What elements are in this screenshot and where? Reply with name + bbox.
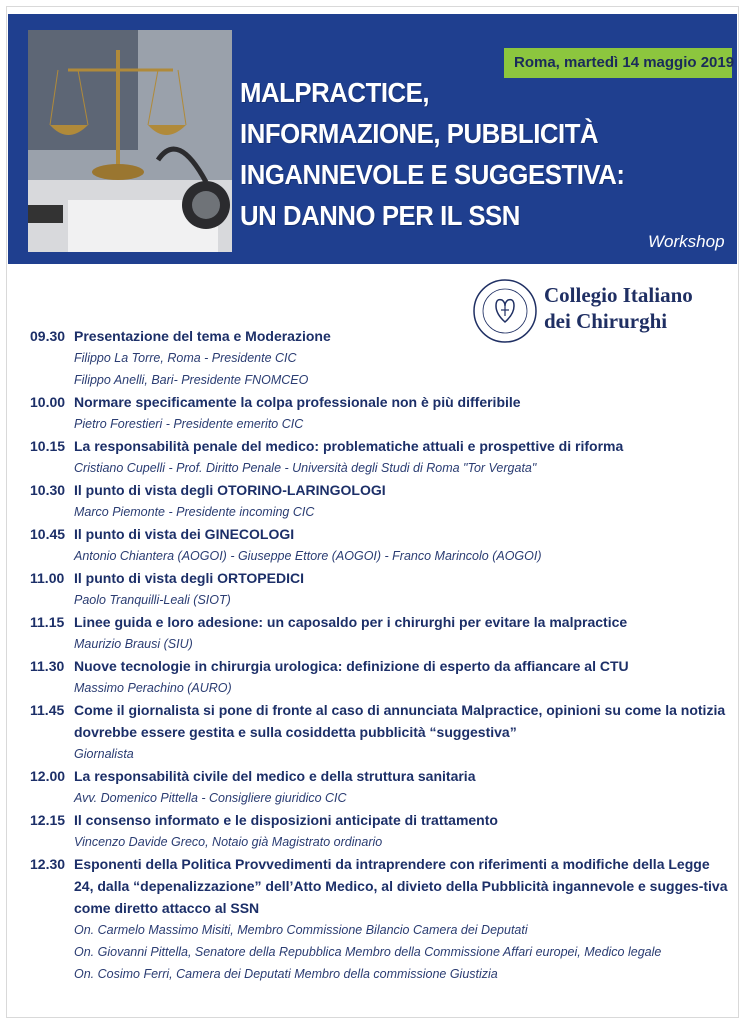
program-speaker: On. Carmelo Massimo Misiti, Membro Commissione Bilancio Camera dei Deputati — [74, 923, 528, 937]
program-speaker: Avv. Domenico Pittella - Consigliere giuridico CIC — [74, 791, 347, 805]
program-item — [30, 699, 730, 765]
title-line-3: INGANNEVOLE E SUGGESTIVA: — [240, 159, 625, 190]
program-time: 12.30 — [30, 856, 66, 872]
program-topic: Il consenso informato e le disposizioni anticipate di trattamento — [74, 812, 498, 828]
event-date-badge: Roma, martedì 14 maggio 2019 — [504, 48, 732, 78]
organizer-name-line-2: dei Chirurghi — [544, 309, 668, 333]
program-item — [30, 809, 730, 853]
program-item — [30, 325, 730, 391]
program-topic: Il punto di vista dei GINECOLOGI — [74, 526, 295, 542]
header-photo-graphic — [28, 30, 232, 252]
title-line-1: MALPRACTICE, — [240, 77, 430, 108]
program-item — [30, 655, 730, 699]
program-speaker: Massimo Perachino (AURO) — [74, 681, 232, 695]
program-speaker: Maurizio Brausi (SIU) — [74, 637, 193, 651]
program-topic: La responsabilità penale del medico: problematiche attuali e prospettive di riforma — [74, 438, 624, 454]
program-time: 11.00 — [30, 570, 65, 586]
program-speaker: Giornalista — [74, 747, 134, 761]
program-topic: Presentazione del tema e Moderazione — [74, 328, 331, 344]
program-time: 10.00 — [30, 394, 66, 410]
program-time: 10.30 — [30, 482, 66, 498]
program-topic: La responsabilità civile del medico e della struttura sanitaria — [74, 768, 476, 784]
header-banner — [8, 14, 737, 264]
program-speaker: Pietro Forestieri - Presidente emerito CIC — [74, 417, 304, 431]
program-time: 10.45 — [30, 526, 66, 542]
program-topic: Linee guida e loro adesione: un caposaldo per i chirurghi per evitare la malpractice — [74, 614, 628, 630]
program-speaker: Filippo La Torre, Roma - Presidente CIC — [74, 351, 297, 365]
event-title — [240, 72, 660, 236]
program-item — [30, 853, 730, 985]
event-type-label: Workshop — [648, 232, 725, 251]
program-item — [30, 611, 730, 655]
program-time: 12.00 — [30, 768, 66, 784]
title-line-2: INFORMAZIONE, PUBBLICITÀ — [240, 118, 599, 149]
program-topic: Il punto di vista degli OTORINO-LARINGOLOGI — [74, 482, 386, 498]
program-speaker: On. Giovanni Pittella, Senatore della Repubblica Membro della Commissione Affari europei, Medico legale — [74, 945, 662, 959]
program-speaker: Cristiano Cupelli - Prof. Diritto Penale - Università degli Studi di Roma "Tor Vergata" — [74, 461, 537, 475]
program-item — [30, 765, 730, 809]
justice-scale-stethoscope-photo — [28, 30, 232, 252]
program-time: 11.15 — [30, 614, 65, 630]
program-speaker: Paolo Tranquilli-Leali (SIOT) — [74, 593, 231, 607]
program-topic: Normare specificamente la colpa professionale non è più differibile — [74, 394, 521, 410]
program-list — [30, 325, 730, 985]
program-item — [30, 567, 730, 611]
program-item — [30, 479, 730, 523]
program-topic: Esponenti della Politica Provvedimenti da intraprendere con riferimenti a modifiche della Legge 24, dalla “depenalizzazione” dell’Atto Medico, al divieto della Pubblicità ingannevole e sugges-tiva come diretto attacco al SSN — [74, 856, 728, 916]
program-speaker: Vincenzo Davide Greco, Notaio già Magistrato ordinario — [74, 835, 383, 849]
program-time: 11.45 — [30, 702, 65, 718]
program-speaker: Marco Piemonte - Presidente incoming CIC — [74, 505, 315, 519]
program-item — [30, 523, 730, 567]
program-time: 09.30 — [30, 328, 66, 344]
program-time: 12.15 — [30, 812, 66, 828]
program-time: 11.30 — [30, 658, 65, 674]
organizer-name-line-1: Collegio Italiano — [544, 283, 693, 307]
program-time: 10.15 — [30, 438, 66, 454]
program-speaker: Antonio Chiantera (AOGOI) - Giuseppe Ettore (AOGOI) - Franco Marincolo (AOGOI) — [74, 549, 542, 563]
title-line-4: UN DANNO PER IL SSN — [240, 200, 520, 231]
program-topic: Nuove tecnologie in chirurgia urologica: definizione di esperto da affiancare al CTU — [74, 658, 629, 674]
program-topic: Come il giornalista si pone di fronte al caso di annunciata Malpractice, opinioni su come la notizia dovrebbe essere gestita e sulla cosiddetta pubblicità “suggestiva” — [74, 702, 726, 740]
program-speaker: Filippo Anelli, Bari- Presidente FNOMCEO — [74, 373, 309, 387]
program-speaker: On. Cosimo Ferri, Camera dei Deputati Membro della commissione Giustizia — [74, 967, 498, 981]
program-item — [30, 391, 730, 435]
program-topic: Il punto di vista degli ORTOPEDICI — [74, 570, 304, 586]
program-item — [30, 435, 730, 479]
